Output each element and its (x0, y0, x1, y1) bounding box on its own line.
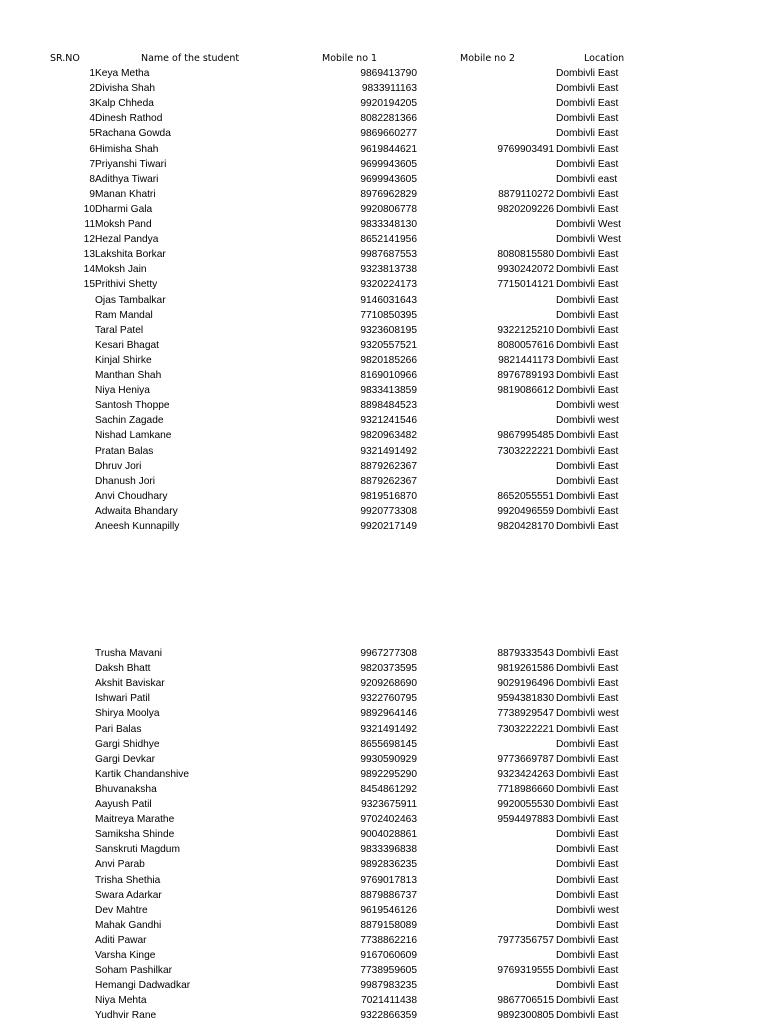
location-cell: Dombivli East (556, 279, 619, 291)
location-cell: Dombivli west (556, 400, 619, 412)
mobile-1-cell: 8879262367 (360, 475, 417, 487)
mobile-1-cell: 9323608195 (360, 324, 417, 336)
student-name-cell: Trusha Mavani (95, 648, 162, 659)
student-name-cell: Nishad Lamkane (95, 430, 172, 442)
location-cell: Dombivli East (556, 354, 619, 366)
mobile-1-cell: 9320557521 (360, 339, 417, 351)
mobile-1-cell: 8976962829 (360, 188, 417, 200)
mobile-2-cell: 7977356757 (497, 934, 554, 946)
mobile-2-cell: 7715014121 (497, 279, 554, 291)
table-row (0, 126, 768, 141)
student-name-cell: Himisha Shah (95, 143, 159, 155)
table-row (0, 933, 768, 948)
student-name-cell: Dev Mahtre (95, 904, 148, 916)
mobile-2-cell: 7738929547 (497, 708, 554, 720)
location-cell: Dombivli East (556, 648, 619, 659)
mobile-1-cell: 9820963482 (360, 430, 417, 442)
location-cell: Dombivli East (556, 98, 619, 110)
table-row (0, 782, 768, 797)
mobile-1-cell: 9699943605 (360, 173, 417, 185)
header-mobile-2: Mobile no 2 (460, 53, 516, 64)
location-cell: Dombivli East (556, 460, 619, 472)
table-row (0, 873, 768, 888)
location-cell: Dombivli East (556, 799, 619, 810)
table-row (0, 142, 768, 157)
student-name-cell: Yudhvir Rane (95, 1010, 157, 1022)
mobile-1-cell: 7710850395 (360, 309, 417, 321)
student-name-cell: Anvi Choudhary (95, 490, 168, 502)
location-cell: Dombivli East (556, 339, 619, 351)
sr-cell: 15 (83, 279, 95, 291)
table-row (0, 247, 768, 262)
table-row (0, 187, 768, 202)
student-name-cell: Bhuvanaksha (95, 783, 157, 795)
table-row (0, 217, 768, 232)
location-cell: Dombivli East (556, 783, 619, 795)
table-row (0, 888, 768, 903)
table-row (0, 948, 768, 963)
student-name-cell: Hemangi Dadwadkar (95, 980, 191, 992)
student-name-cell: Kalp Chheda (95, 98, 154, 110)
student-name-cell: Aneesh Kunnapilly (95, 521, 180, 532)
student-name-cell: Soham Pashilkar (95, 965, 173, 977)
sr-cell: 1 (89, 68, 95, 79)
table-row (0, 676, 768, 691)
mobile-1-cell: 9619844621 (360, 143, 417, 155)
location-cell: Dombivli East (556, 158, 619, 170)
student-name-cell: Kinjal Shirke (95, 354, 152, 366)
mobile-2-cell: 9821441173 (498, 354, 554, 366)
mobile-1-cell: 8898484523 (360, 400, 417, 412)
location-cell: Dombivli East (556, 83, 619, 95)
mobile-1-cell: 9820373595 (360, 663, 417, 675)
mobile-1-cell: 9323813738 (360, 264, 417, 276)
table-row (0, 827, 768, 842)
table-row (0, 81, 768, 96)
mobile-1-cell: 9323675911 (361, 799, 417, 810)
mobile-2-cell: 7303222221 (497, 723, 554, 735)
student-name-cell: Dhruv Jori (95, 460, 142, 472)
table-row (0, 519, 768, 534)
location-cell: Dombivli East (556, 430, 619, 442)
table-row (0, 232, 768, 247)
student-name-cell: Lakshita Borkar (95, 249, 166, 261)
location-cell: Dombivli East (556, 859, 619, 871)
student-name-cell: Manthan Shah (95, 370, 162, 381)
student-name-cell: Divisha Shah (95, 83, 156, 95)
table-row (0, 646, 768, 661)
location-cell: Dombivli East (556, 919, 619, 931)
mobile-2-cell: 9819086612 (497, 385, 554, 397)
table-row (0, 262, 768, 277)
table-row (0, 459, 768, 474)
mobile-1-cell: 9321491492 (360, 445, 417, 457)
sr-cell: 7 (89, 158, 95, 170)
student-name-cell: Dharmi Gala (95, 203, 153, 215)
table-row (0, 111, 768, 126)
mobile-2-cell: 9594381830 (497, 693, 554, 705)
mobile-1-cell: 9930590929 (360, 753, 417, 765)
mobile-2-cell: 9773669787 (497, 753, 554, 765)
mobile-1-cell: 8879158089 (360, 919, 417, 931)
mobile-1-cell: 9869660277 (360, 128, 417, 140)
student-name-cell: Anvi Parab (95, 859, 145, 871)
mobile-1-cell: 9209268690 (360, 678, 417, 690)
student-name-cell: Dhanush Jori (95, 475, 156, 487)
table-row (0, 978, 768, 993)
mobile-2-cell: 7718986660 (497, 783, 554, 795)
table-row (0, 797, 768, 812)
table-row (0, 398, 768, 413)
student-name-cell: Moksh Pand (95, 219, 152, 230)
location-cell: Dombivli East (556, 203, 619, 215)
location-cell: Dombivli East (556, 934, 619, 946)
student-name-cell: Niya Heniya (95, 385, 150, 397)
mobile-1-cell: 9322760795 (360, 693, 417, 705)
location-cell: Dombivli East (556, 814, 619, 826)
mobile-1-cell: 9321491492 (360, 723, 417, 735)
mobile-2-cell: 9819261586 (497, 663, 554, 675)
sr-cell: 3 (89, 98, 95, 110)
table-row (0, 157, 768, 172)
location-cell: Dombivli East (556, 521, 619, 532)
mobile-2-cell: 9769903491 (497, 143, 554, 155)
mobile-1-cell: 9987983235 (360, 980, 417, 992)
location-cell: Dombivli East (556, 889, 619, 901)
location-cell: Dombivli East (556, 370, 619, 381)
location-cell: Dombivli East (556, 738, 619, 750)
mobile-1-cell: 9967277308 (360, 648, 417, 659)
location-cell: Dombivli East (556, 113, 619, 125)
student-name-cell: Rachana Gowda (95, 128, 171, 140)
mobile-1-cell: 8454861292 (360, 783, 417, 795)
table-row (0, 752, 768, 767)
location-cell: Dombivli East (556, 768, 619, 780)
student-name-cell: Gargi Devkar (95, 753, 156, 765)
location-cell: Dombivli East (556, 128, 619, 140)
location-cell: Dombivli East (556, 324, 619, 336)
student-name-cell: Niya Mehta (95, 995, 147, 1007)
location-cell: Dombivli west (556, 708, 619, 720)
mobile-2-cell: 9867995485 (497, 430, 554, 442)
sr-cell: 2 (89, 83, 95, 95)
student-name-cell: Ishwari Patil (95, 693, 150, 705)
location-cell: Dombivli East (556, 505, 619, 517)
table-row (0, 767, 768, 782)
student-name-cell: Maitreya Marathe (95, 814, 175, 826)
location-cell: Dombivli East (556, 475, 619, 487)
student-name-cell: Sachin Zagade (95, 415, 164, 427)
mobile-1-cell: 9833413859 (360, 385, 417, 397)
mobile-1-cell: 9702402463 (360, 814, 417, 826)
table-row (0, 489, 768, 504)
table-row (0, 413, 768, 428)
student-name-cell: Mahak Gandhi (95, 919, 162, 931)
table-row (0, 918, 768, 933)
mobile-1-cell: 8082281366 (360, 113, 417, 125)
mobile-1-cell: 9146031643 (360, 294, 417, 306)
location-cell: Dombivli West (556, 219, 621, 230)
mobile-2-cell: 8080815580 (497, 249, 554, 261)
header-location: Location (584, 53, 625, 64)
student-name-cell: Pari Balas (95, 723, 142, 735)
sr-cell: 11 (84, 219, 95, 230)
location-cell: Dombivli East (556, 1010, 619, 1022)
mobile-2-cell: 9820428170 (497, 521, 554, 532)
table-row (0, 277, 768, 292)
student-name-cell: Trisha Shethia (95, 874, 161, 886)
mobile-1-cell: 9833396838 (360, 844, 417, 856)
table-row (0, 737, 768, 752)
student-name-cell: Dinesh Rathod (95, 113, 163, 125)
table-row (0, 661, 768, 676)
mobile-1-cell: 7021411438 (361, 995, 417, 1007)
student-name-cell: Sanskruti Magdum (95, 844, 180, 856)
table-row (0, 812, 768, 827)
mobile-2-cell: 9322125210 (497, 324, 554, 336)
table-row (0, 842, 768, 857)
header-srno: SR.NO (50, 53, 80, 64)
header-student-name: Name of the student (141, 53, 240, 64)
table-row (0, 903, 768, 918)
sr-cell: 5 (89, 128, 95, 140)
location-cell: Dombivli East (556, 249, 619, 261)
mobile-1-cell: 9167060609 (360, 950, 417, 961)
mobile-1-cell: 8655698145 (360, 738, 417, 750)
table-row (0, 706, 768, 721)
sr-cell: 8 (89, 173, 95, 185)
table-row (0, 338, 768, 353)
location-cell: Dombivli East (556, 445, 619, 457)
location-cell: Dombivli East (556, 188, 619, 200)
location-cell: Dombivli East (556, 753, 619, 765)
mobile-2-cell: 9820209226 (497, 203, 554, 215)
location-cell: Dombivli east (556, 173, 618, 185)
location-cell: Dombivli East (556, 965, 619, 977)
mobile-2-cell: 8976789193 (497, 370, 554, 381)
table-row (0, 323, 768, 338)
mobile-1-cell: 8169010966 (360, 370, 417, 381)
sr-cell: 13 (83, 249, 95, 261)
location-cell: Dombivli East (556, 490, 619, 502)
location-cell: Dombivli East (556, 309, 619, 321)
location-cell: Dombivli East (556, 678, 619, 690)
table-row (0, 428, 768, 443)
mobile-2-cell: 9920055530 (497, 799, 554, 810)
table-row (0, 383, 768, 398)
mobile-2-cell: 9323424263 (497, 768, 554, 780)
mobile-2-cell: 8652055551 (497, 490, 554, 502)
student-name-cell: Santosh Thoppe (95, 400, 170, 412)
mobile-1-cell: 9322866359 (360, 1010, 417, 1022)
table-row (0, 308, 768, 323)
student-name-cell: Kesari Bhagat (95, 339, 159, 351)
location-cell: Dombivli East (556, 68, 619, 79)
mobile-1-cell: 8652141956 (360, 234, 417, 246)
mobile-1-cell: 9920194205 (360, 98, 417, 110)
table-row (0, 504, 768, 519)
mobile-2-cell: 9867706515 (497, 995, 554, 1007)
student-name-cell: Samiksha Shinde (95, 829, 175, 841)
student-name-cell: Adithya Tiwari (95, 173, 159, 185)
student-name-cell: Hezal Pandya (95, 234, 159, 246)
mobile-1-cell: 9892295290 (360, 768, 417, 780)
table-row (0, 353, 768, 368)
location-cell: Dombivli East (556, 693, 619, 705)
mobile-2-cell: 8879333543 (497, 648, 554, 659)
mobile-1-cell: 9320224173 (360, 279, 417, 291)
header-mobile-1: Mobile no 1 (322, 53, 378, 64)
mobile-1-cell: 9833348130 (360, 219, 417, 230)
student-name-cell: Adwaita Bhandary (95, 505, 178, 517)
mobile-1-cell: 7738862216 (360, 934, 417, 946)
mobile-1-cell: 9987687553 (360, 249, 417, 261)
student-name-cell: Pratan Balas (95, 445, 154, 457)
student-name-cell: Aayush Patil (95, 799, 152, 810)
table-row (0, 722, 768, 737)
student-name-cell: Swara Adarkar (95, 889, 162, 901)
table-row (0, 993, 768, 1008)
mobile-1-cell: 9869413790 (360, 68, 417, 79)
student-name-cell: Gargi Shidhye (95, 738, 160, 750)
table-row (0, 474, 768, 489)
mobile-1-cell: 9920217149 (360, 521, 417, 532)
mobile-1-cell: 9004028861 (360, 829, 417, 841)
mobile-2-cell: 9769319555 (497, 965, 554, 977)
table-row (0, 96, 768, 111)
table-row (0, 293, 768, 308)
table-row (0, 963, 768, 978)
student-name-cell: Aditi Pawar (95, 934, 147, 946)
sr-cell: 4 (89, 113, 95, 125)
sr-cell: 12 (83, 234, 95, 246)
mobile-1-cell: 9892964146 (360, 708, 417, 720)
location-cell: Dombivli East (556, 663, 619, 675)
table-row (0, 202, 768, 217)
student-name-cell: Ojas Tambalkar (95, 294, 166, 306)
mobile-1-cell: 9892836235 (360, 859, 417, 871)
sr-cell: 10 (83, 203, 95, 215)
mobile-1-cell: 9920806778 (360, 203, 417, 215)
student-name-cell: Varsha Kinge (95, 950, 156, 961)
location-cell: Dombivli East (556, 874, 619, 886)
mobile-2-cell: 8879110272 (498, 188, 554, 200)
sr-cell: 6 (89, 143, 95, 155)
student-name-cell: Akshit Baviskar (95, 678, 165, 690)
table-row (0, 691, 768, 706)
mobile-1-cell: 9699943605 (360, 158, 417, 170)
sr-cell: 14 (83, 264, 95, 276)
table-row (0, 1008, 768, 1023)
mobile-2-cell: 9892300805 (497, 1010, 554, 1022)
table-row (0, 857, 768, 872)
student-name-cell: Taral Patel (95, 324, 144, 336)
mobile-1-cell: 9833911163 (361, 83, 417, 95)
student-name-cell: Ram Mandal (95, 309, 153, 321)
table-row (0, 172, 768, 187)
location-cell: Dombivli East (556, 995, 619, 1007)
location-cell: Dombivli East (556, 294, 619, 306)
table-row (0, 66, 768, 81)
mobile-1-cell: 8879262367 (360, 460, 417, 472)
location-cell: Dombivli west (556, 415, 619, 427)
location-cell: Dombivli East (556, 950, 619, 961)
student-name-cell: Keya Metha (95, 68, 150, 79)
student-name-cell: Manan Khatri (95, 188, 156, 200)
table-row (0, 444, 768, 459)
mobile-2-cell: 9930242072 (497, 264, 554, 276)
student-name-cell: Priyanshi Tiwari (95, 158, 167, 170)
location-cell: Dombivli East (556, 385, 619, 397)
sr-cell: 9 (89, 188, 95, 200)
mobile-1-cell: 9769017813 (360, 874, 417, 886)
student-name-cell: Prithivi Shetty (95, 279, 158, 291)
mobile-1-cell: 9321241546 (360, 415, 417, 427)
location-cell: Dombivli East (556, 143, 619, 155)
mobile-2-cell: 7303222221 (497, 445, 554, 457)
location-cell: Dombivli East (556, 264, 619, 276)
mobile-1-cell: 9920773308 (360, 505, 417, 517)
mobile-1-cell: 9819516870 (360, 490, 417, 502)
student-name-cell: Kartik Chandanshive (95, 768, 190, 780)
mobile-2-cell: 9594497883 (497, 814, 554, 826)
mobile-2-cell: 9920496559 (497, 505, 554, 517)
location-cell: Dombivli East (556, 723, 619, 735)
mobile-1-cell: 9619546126 (360, 904, 417, 916)
location-cell: Dombivli East (556, 844, 619, 856)
location-cell: Dombivli East (556, 980, 619, 992)
student-name-cell: Moksh Jain (95, 264, 147, 276)
mobile-1-cell: 9820185266 (360, 354, 417, 366)
student-name-cell: Daksh Bhatt (95, 663, 151, 675)
table-row (0, 368, 768, 383)
location-cell: Dombivli East (556, 829, 619, 841)
mobile-1-cell: 7738959605 (360, 965, 417, 977)
student-name-cell: Shirya Moolya (95, 708, 160, 720)
location-cell: Dombivli West (556, 234, 621, 246)
mobile-2-cell: 9029196496 (497, 678, 554, 690)
mobile-1-cell: 8879886737 (360, 889, 417, 901)
mobile-2-cell: 8080057616 (497, 339, 554, 351)
location-cell: Dombivli west (556, 904, 619, 916)
